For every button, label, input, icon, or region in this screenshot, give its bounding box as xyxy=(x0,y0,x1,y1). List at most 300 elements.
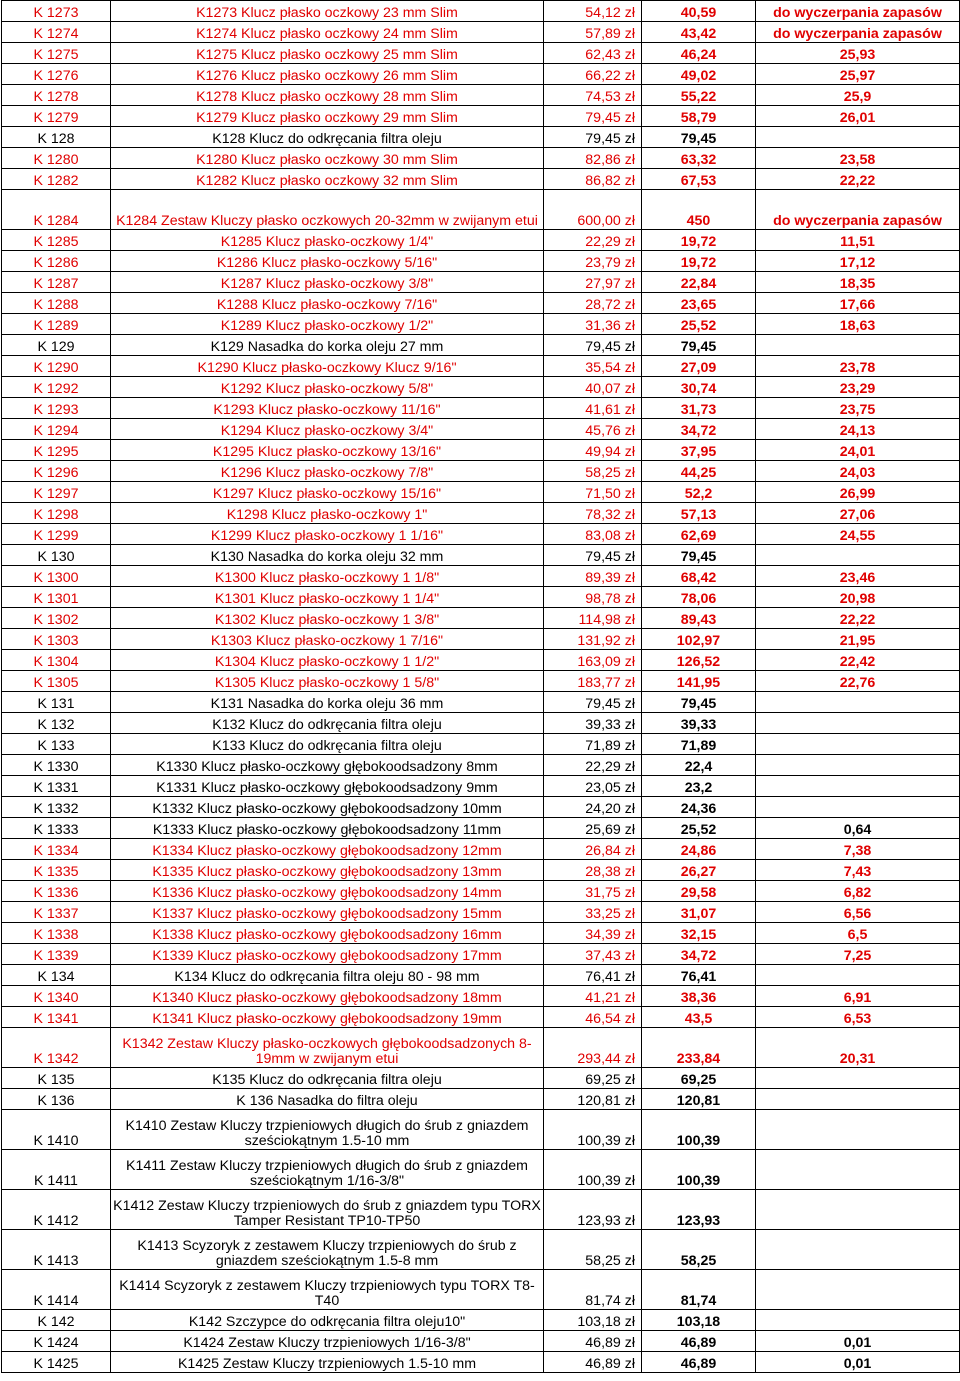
net-price-cell: 46,89 xyxy=(642,1331,756,1352)
table-row xyxy=(2,272,960,293)
product-description-cell: K1303 Klucz płasko-oczkowy 1 7/16" xyxy=(111,629,544,650)
product-code-cell: K 130 xyxy=(2,545,111,566)
net-price-cell: 52,2 xyxy=(642,482,756,503)
list-price-cell: 45,76 zł xyxy=(544,419,642,440)
product-code-cell: K 1300 xyxy=(2,566,111,587)
discount-cell: 20,98 xyxy=(756,587,960,608)
product-description-cell: K1290 Klucz płasko-oczkowy Klucz 9/16" xyxy=(111,356,544,377)
discount-cell: 6,82 xyxy=(756,881,960,902)
discount-cell: 24,55 xyxy=(756,524,960,545)
table-row xyxy=(2,43,960,64)
product-description-cell: K1338 Klucz płasko-oczkowy głębokoodsadzony 16mm xyxy=(111,923,544,944)
discount-cell: 0,01 xyxy=(756,1352,960,1373)
discount-cell: 26,99 xyxy=(756,482,960,503)
discount-cell xyxy=(756,1270,960,1310)
table-row xyxy=(2,440,960,461)
list-price-cell: 62,43 zł xyxy=(544,43,642,64)
list-price-cell: 66,22 zł xyxy=(544,64,642,85)
discount-cell: do wyczerpania zapasów xyxy=(756,22,960,43)
net-price-cell: 29,58 xyxy=(642,881,756,902)
product-code-cell: K 1285 xyxy=(2,230,111,251)
list-price-cell: 163,09 zł xyxy=(544,650,642,671)
list-price-cell: 34,39 zł xyxy=(544,923,642,944)
product-code-cell: K 1293 xyxy=(2,398,111,419)
product-code-cell: K 129 xyxy=(2,335,111,356)
list-price-cell: 78,32 zł xyxy=(544,503,642,524)
list-price-cell: 54,12 zł xyxy=(544,1,642,22)
discount-cell: 22,42 xyxy=(756,650,960,671)
product-code-cell: K 142 xyxy=(2,1310,111,1331)
product-code-cell: K 134 xyxy=(2,965,111,986)
list-price-cell: 22,29 zł xyxy=(544,755,642,776)
discount-cell xyxy=(756,755,960,776)
product-code-cell: K 1303 xyxy=(2,629,111,650)
list-price-cell: 39,33 zł xyxy=(544,713,642,734)
table-row xyxy=(2,923,960,944)
list-price-cell: 23,05 zł xyxy=(544,776,642,797)
net-price-cell: 71,89 xyxy=(642,734,756,755)
discount-cell xyxy=(756,127,960,148)
list-price-cell: 79,45 zł xyxy=(544,545,642,566)
table-row xyxy=(2,1310,960,1331)
product-code-cell: K 1410 xyxy=(2,1110,111,1150)
list-price-cell: 131,92 zł xyxy=(544,629,642,650)
discount-cell xyxy=(756,734,960,755)
net-price-cell: 100,39 xyxy=(642,1150,756,1190)
product-description-cell: K1331 Klucz płasko-oczkowy głębokoodsadzony 9mm xyxy=(111,776,544,797)
product-description-cell: K1296 Klucz płasko-oczkowy 7/8" xyxy=(111,461,544,482)
net-price-cell: 24,86 xyxy=(642,839,756,860)
table-row xyxy=(2,965,960,986)
table-row xyxy=(2,881,960,902)
table-row xyxy=(2,692,960,713)
net-price-cell: 141,95 xyxy=(642,671,756,692)
net-price-cell: 69,25 xyxy=(642,1068,756,1089)
table-row xyxy=(2,545,960,566)
net-price-cell: 233,84 xyxy=(642,1028,756,1068)
list-price-cell: 57,89 zł xyxy=(544,22,642,43)
list-price-cell: 69,25 zł xyxy=(544,1068,642,1089)
table-row xyxy=(2,1089,960,1110)
net-price-cell: 40,59 xyxy=(642,1,756,22)
product-description-cell: K134 Klucz do odkręcania filtra oleju 80 - 98 mm xyxy=(111,965,544,986)
net-price-cell: 25,52 xyxy=(642,818,756,839)
product-description-cell: K1340 Klucz płasko-oczkowy głębokoodsadzony 18mm xyxy=(111,986,544,1007)
discount-cell xyxy=(756,713,960,734)
net-price-cell: 79,45 xyxy=(642,545,756,566)
list-price-cell: 98,78 zł xyxy=(544,587,642,608)
product-code-cell: K 1289 xyxy=(2,314,111,335)
product-description-cell: K1299 Klucz płasko-oczkowy 1 1/16" xyxy=(111,524,544,545)
list-price-cell: 100,39 zł xyxy=(544,1110,642,1150)
product-description-cell: K1286 Klucz płasko-oczkowy 5/16" xyxy=(111,251,544,272)
product-code-cell: K 136 xyxy=(2,1089,111,1110)
list-price-cell: 31,75 zł xyxy=(544,881,642,902)
net-price-cell: 100,39 xyxy=(642,1110,756,1150)
list-price-cell: 46,54 zł xyxy=(544,1007,642,1028)
product-description-cell: K1275 Klucz płasko oczkowy 25 mm Slim xyxy=(111,43,544,64)
product-description-cell: K1300 Klucz płasko-oczkowy 1 1/8" xyxy=(111,566,544,587)
product-code-cell: K 1342 xyxy=(2,1028,111,1068)
net-price-cell: 79,45 xyxy=(642,692,756,713)
product-code-cell: K 1302 xyxy=(2,608,111,629)
table-row xyxy=(2,671,960,692)
discount-cell: 22,76 xyxy=(756,671,960,692)
product-code-cell: K 1305 xyxy=(2,671,111,692)
list-price-cell: 58,25 zł xyxy=(544,461,642,482)
table-row xyxy=(2,860,960,881)
product-code-cell: K 1304 xyxy=(2,650,111,671)
discount-cell: 23,75 xyxy=(756,398,960,419)
net-price-cell: 27,09 xyxy=(642,356,756,377)
net-price-cell: 23,2 xyxy=(642,776,756,797)
product-description-cell: K1335 Klucz płasko-oczkowy głębokoodsadzony 13mm xyxy=(111,860,544,881)
table-row xyxy=(2,1110,960,1150)
product-code-cell: K 1331 xyxy=(2,776,111,797)
table-row xyxy=(2,608,960,629)
list-price-cell: 28,38 zł xyxy=(544,860,642,881)
table-row xyxy=(2,734,960,755)
discount-cell: 11,51 xyxy=(756,230,960,251)
discount-cell: 17,66 xyxy=(756,293,960,314)
net-price-cell: 44,25 xyxy=(642,461,756,482)
table-row xyxy=(2,482,960,503)
net-price-cell: 103,18 xyxy=(642,1310,756,1331)
discount-cell: 18,35 xyxy=(756,272,960,293)
product-description-cell: K1410 Zestaw Kluczy trzpieniowych długich do śrub z gniazdem sześciokątnym 1.5-10 mm xyxy=(111,1110,544,1150)
net-price-cell: 46,89 xyxy=(642,1352,756,1373)
list-price-cell: 79,45 zł xyxy=(544,335,642,356)
product-description-cell: K1293 Klucz płasko-oczkowy 11/16" xyxy=(111,398,544,419)
table-row xyxy=(2,1190,960,1230)
product-code-cell: K 132 xyxy=(2,713,111,734)
discount-cell: do wyczerpania zapasów xyxy=(756,190,960,230)
product-description-cell: K1287 Klucz płasko-oczkowy 3/8" xyxy=(111,272,544,293)
product-description-cell: K1330 Klucz płasko-oczkowy głębokoodsadzony 8mm xyxy=(111,755,544,776)
table-row xyxy=(2,22,960,43)
product-code-cell: K 1334 xyxy=(2,839,111,860)
table-row xyxy=(2,713,960,734)
price-list-body xyxy=(2,1,960,1373)
product-description-cell: K1302 Klucz płasko-oczkowy 1 3/8" xyxy=(111,608,544,629)
discount-cell: 0,01 xyxy=(756,1331,960,1352)
table-row xyxy=(2,230,960,251)
list-price-cell: 183,77 zł xyxy=(544,671,642,692)
net-price-cell: 102,97 xyxy=(642,629,756,650)
list-price-cell: 40,07 zł xyxy=(544,377,642,398)
list-price-cell: 81,74 zł xyxy=(544,1270,642,1310)
net-price-cell: 67,53 xyxy=(642,169,756,190)
table-row xyxy=(2,1270,960,1310)
table-row xyxy=(2,1352,960,1373)
list-price-cell: 58,25 zł xyxy=(544,1230,642,1270)
product-description-cell: K1289 Klucz płasko-oczkowy 1/2" xyxy=(111,314,544,335)
product-description-cell: K1414 Scyzoryk z zestawem Kluczy trzpieniowych typu TORX T8-T40 xyxy=(111,1270,544,1310)
table-row xyxy=(2,293,960,314)
list-price-cell: 79,45 zł xyxy=(544,692,642,713)
discount-cell: 26,01 xyxy=(756,106,960,127)
product-code-cell: K 1424 xyxy=(2,1331,111,1352)
discount-cell: 24,03 xyxy=(756,461,960,482)
table-row xyxy=(2,169,960,190)
net-price-cell: 39,33 xyxy=(642,713,756,734)
list-price-cell: 33,25 zł xyxy=(544,902,642,923)
net-price-cell: 19,72 xyxy=(642,251,756,272)
list-price-cell: 49,94 zł xyxy=(544,440,642,461)
product-description-cell: K131 Nasadka do korka oleju 36 mm xyxy=(111,692,544,713)
discount-cell xyxy=(756,776,960,797)
net-price-cell: 43,5 xyxy=(642,1007,756,1028)
product-code-cell: K 128 xyxy=(2,127,111,148)
net-price-cell: 37,95 xyxy=(642,440,756,461)
list-price-cell: 31,36 zł xyxy=(544,314,642,335)
list-price-cell: 71,89 zł xyxy=(544,734,642,755)
product-description-cell: K130 Nasadka do korka oleju 32 mm xyxy=(111,545,544,566)
net-price-cell: 68,42 xyxy=(642,566,756,587)
net-price-cell: 49,02 xyxy=(642,64,756,85)
discount-cell: 7,25 xyxy=(756,944,960,965)
table-row xyxy=(2,190,960,230)
table-row xyxy=(2,524,960,545)
product-description-cell: K1284 Zestaw Kluczy płasko oczkowych 20-32mm w zwijanym etui xyxy=(111,190,544,230)
table-row xyxy=(2,587,960,608)
discount-cell xyxy=(756,692,960,713)
net-price-cell: 55,22 xyxy=(642,85,756,106)
table-row xyxy=(2,377,960,398)
discount-cell: 6,56 xyxy=(756,902,960,923)
table-row xyxy=(2,503,960,524)
table-row xyxy=(2,839,960,860)
product-description-cell: K1413 Scyzoryk z zestawem Kluczy trzpieniowych do śrub z gniazdem sześciokątnym 1.5-8 mm xyxy=(111,1230,544,1270)
product-code-cell: K 1276 xyxy=(2,64,111,85)
product-code-cell: K 1338 xyxy=(2,923,111,944)
net-price-cell: 32,15 xyxy=(642,923,756,944)
product-description-cell: K1282 Klucz płasko oczkowy 32 mm Slim xyxy=(111,169,544,190)
table-row xyxy=(2,356,960,377)
table-row xyxy=(2,1028,960,1068)
net-price-cell: 19,72 xyxy=(642,230,756,251)
product-code-cell: K 1287 xyxy=(2,272,111,293)
product-description-cell: K1278 Klucz płasko oczkowy 28 mm Slim xyxy=(111,85,544,106)
product-code-cell: K 1332 xyxy=(2,797,111,818)
list-price-cell: 22,29 zł xyxy=(544,230,642,251)
list-price-cell: 89,39 zł xyxy=(544,566,642,587)
product-code-cell: K 1339 xyxy=(2,944,111,965)
table-row xyxy=(2,797,960,818)
discount-cell xyxy=(756,965,960,986)
list-price-cell: 41,21 zł xyxy=(544,986,642,1007)
table-row xyxy=(2,127,960,148)
list-price-cell: 123,93 zł xyxy=(544,1190,642,1230)
product-description-cell: K1425 Zestaw Kluczy trzpieniowych 1.5-10 mm xyxy=(111,1352,544,1373)
product-code-cell: K 1299 xyxy=(2,524,111,545)
list-price-cell: 114,98 zł xyxy=(544,608,642,629)
product-description-cell: K1279 Klucz płasko oczkowy 29 mm Slim xyxy=(111,106,544,127)
list-price-cell: 37,43 zł xyxy=(544,944,642,965)
product-description-cell: K1280 Klucz płasko oczkowy 30 mm Slim xyxy=(111,148,544,169)
discount-cell: 25,97 xyxy=(756,64,960,85)
net-price-cell: 30,74 xyxy=(642,377,756,398)
table-row xyxy=(2,818,960,839)
product-description-cell: K1288 Klucz płasko-oczkowy 7/16" xyxy=(111,293,544,314)
list-price-cell: 83,08 zł xyxy=(544,524,642,545)
product-code-cell: K 1292 xyxy=(2,377,111,398)
discount-cell: 24,01 xyxy=(756,440,960,461)
list-price-cell: 23,79 zł xyxy=(544,251,642,272)
discount-cell: 27,06 xyxy=(756,503,960,524)
product-code-cell: K 1290 xyxy=(2,356,111,377)
product-description-cell: K142 Szczypce do odkręcania filtra oleju10" xyxy=(111,1310,544,1331)
list-price-cell: 24,20 zł xyxy=(544,797,642,818)
table-row xyxy=(2,566,960,587)
net-price-cell: 126,52 xyxy=(642,650,756,671)
product-description-cell: K1339 Klucz płasko-oczkowy głębokoodsadzony 17mm xyxy=(111,944,544,965)
discount-cell xyxy=(756,335,960,356)
net-price-cell: 123,93 xyxy=(642,1190,756,1230)
table-row xyxy=(2,419,960,440)
discount-cell xyxy=(756,1089,960,1110)
product-description-cell: K1297 Klucz płasko-oczkowy 15/16" xyxy=(111,482,544,503)
product-code-cell: K 1296 xyxy=(2,461,111,482)
discount-cell: 18,63 xyxy=(756,314,960,335)
product-code-cell: K 1288 xyxy=(2,293,111,314)
product-code-cell: K 1273 xyxy=(2,1,111,22)
price-list-table xyxy=(1,0,960,1373)
discount-cell: 25,93 xyxy=(756,43,960,64)
table-row xyxy=(2,1331,960,1352)
table-row xyxy=(2,148,960,169)
product-code-cell: K 131 xyxy=(2,692,111,713)
discount-cell: 6,53 xyxy=(756,1007,960,1028)
product-code-cell: K 1301 xyxy=(2,587,111,608)
product-code-cell: K 1275 xyxy=(2,43,111,64)
discount-cell: do wyczerpania zapasów xyxy=(756,1,960,22)
net-price-cell: 22,84 xyxy=(642,272,756,293)
list-price-cell: 120,81 zł xyxy=(544,1089,642,1110)
table-row xyxy=(2,650,960,671)
product-code-cell: K 1336 xyxy=(2,881,111,902)
product-description-cell: K1332 Klucz płasko-oczkowy głębokoodsadzony 10mm xyxy=(111,797,544,818)
product-description-cell: K1412 Zestaw Kluczy trzpieniowych do śrub z gniazdem typu TORX Tamper Resistant TP10-TP50 xyxy=(111,1190,544,1230)
table-row xyxy=(2,314,960,335)
product-description-cell: K132 Klucz do odkręcania filtra oleju xyxy=(111,713,544,734)
discount-cell xyxy=(756,1068,960,1089)
list-price-cell: 600,00 zł xyxy=(544,190,642,230)
product-description-cell: K1336 Klucz płasko-oczkowy głębokoodsadzony 14mm xyxy=(111,881,544,902)
net-price-cell: 25,52 xyxy=(642,314,756,335)
product-code-cell: K 1330 xyxy=(2,755,111,776)
discount-cell xyxy=(756,545,960,566)
net-price-cell: 22,4 xyxy=(642,755,756,776)
net-price-cell: 62,69 xyxy=(642,524,756,545)
product-code-cell: K 135 xyxy=(2,1068,111,1089)
table-row xyxy=(2,85,960,106)
product-description-cell: K1305 Klucz płasko-oczkowy 1 5/8" xyxy=(111,671,544,692)
list-price-cell: 25,69 zł xyxy=(544,818,642,839)
net-price-cell: 34,72 xyxy=(642,419,756,440)
net-price-cell: 450 xyxy=(642,190,756,230)
product-description-cell: K1334 Klucz płasko-oczkowy głębokoodsadzony 12mm xyxy=(111,839,544,860)
discount-cell xyxy=(756,797,960,818)
table-row xyxy=(2,398,960,419)
table-row xyxy=(2,755,960,776)
product-code-cell: K 1413 xyxy=(2,1230,111,1270)
discount-cell xyxy=(756,1190,960,1230)
list-price-cell: 86,82 zł xyxy=(544,169,642,190)
discount-cell: 6,5 xyxy=(756,923,960,944)
net-price-cell: 63,32 xyxy=(642,148,756,169)
product-code-cell: K 1280 xyxy=(2,148,111,169)
discount-cell: 23,78 xyxy=(756,356,960,377)
product-description-cell: K128 Klucz do odkręcania filtra oleju xyxy=(111,127,544,148)
net-price-cell: 38,36 xyxy=(642,986,756,1007)
product-code-cell: K 1414 xyxy=(2,1270,111,1310)
table-row xyxy=(2,64,960,85)
net-price-cell: 79,45 xyxy=(642,335,756,356)
list-price-cell: 26,84 zł xyxy=(544,839,642,860)
net-price-cell: 31,07 xyxy=(642,902,756,923)
table-row xyxy=(2,335,960,356)
discount-cell: 23,29 xyxy=(756,377,960,398)
table-row xyxy=(2,1007,960,1028)
list-price-cell: 100,39 zł xyxy=(544,1150,642,1190)
product-description-cell: K1341 Klucz płasko-oczkowy głębokoodsadzony 19mm xyxy=(111,1007,544,1028)
product-code-cell: K 133 xyxy=(2,734,111,755)
product-code-cell: K 1335 xyxy=(2,860,111,881)
product-code-cell: K 1298 xyxy=(2,503,111,524)
discount-cell xyxy=(756,1110,960,1150)
net-price-cell: 23,65 xyxy=(642,293,756,314)
table-row xyxy=(2,1150,960,1190)
list-price-cell: 82,86 zł xyxy=(544,148,642,169)
net-price-cell: 34,72 xyxy=(642,944,756,965)
list-price-cell: 27,97 zł xyxy=(544,272,642,293)
product-code-cell: K 1333 xyxy=(2,818,111,839)
product-description-cell: K1273 Klucz płasko oczkowy 23 mm Slim xyxy=(111,1,544,22)
product-code-cell: K 1284 xyxy=(2,190,111,230)
discount-cell: 7,43 xyxy=(756,860,960,881)
product-code-cell: K 1340 xyxy=(2,986,111,1007)
discount-cell: 20,31 xyxy=(756,1028,960,1068)
product-description-cell: K1301 Klucz płasko-oczkowy 1 1/4" xyxy=(111,587,544,608)
table-row xyxy=(2,944,960,965)
product-description-cell: K1337 Klucz płasko-oczkowy głębokoodsadzony 15mm xyxy=(111,902,544,923)
product-code-cell: K 1412 xyxy=(2,1190,111,1230)
product-description-cell: K1304 Klucz płasko-oczkowy 1 1/2" xyxy=(111,650,544,671)
table-row xyxy=(2,106,960,127)
table-row xyxy=(2,902,960,923)
discount-cell: 25,9 xyxy=(756,85,960,106)
net-price-cell: 79,45 xyxy=(642,127,756,148)
discount-cell: 22,22 xyxy=(756,608,960,629)
product-description-cell: K1298 Klucz płasko-oczkowy 1" xyxy=(111,503,544,524)
net-price-cell: 26,27 xyxy=(642,860,756,881)
discount-cell: 21,95 xyxy=(756,629,960,650)
list-price-cell: 103,18 zł xyxy=(544,1310,642,1331)
product-code-cell: K 1297 xyxy=(2,482,111,503)
product-description-cell: K135 Klucz do odkręcania filtra oleju xyxy=(111,1068,544,1089)
net-price-cell: 46,24 xyxy=(642,43,756,64)
product-code-cell: K 1294 xyxy=(2,419,111,440)
product-code-cell: K 1425 xyxy=(2,1352,111,1373)
product-code-cell: K 1286 xyxy=(2,251,111,272)
product-description-cell: K1276 Klucz płasko oczkowy 26 mm Slim xyxy=(111,64,544,85)
product-code-cell: K 1295 xyxy=(2,440,111,461)
product-description-cell: K129 Nasadka do korka oleju 27 mm xyxy=(111,335,544,356)
list-price-cell: 46,89 zł xyxy=(544,1331,642,1352)
product-description-cell: K1274 Klucz płasko oczkowy 24 mm Slim xyxy=(111,22,544,43)
product-code-cell: K 1337 xyxy=(2,902,111,923)
